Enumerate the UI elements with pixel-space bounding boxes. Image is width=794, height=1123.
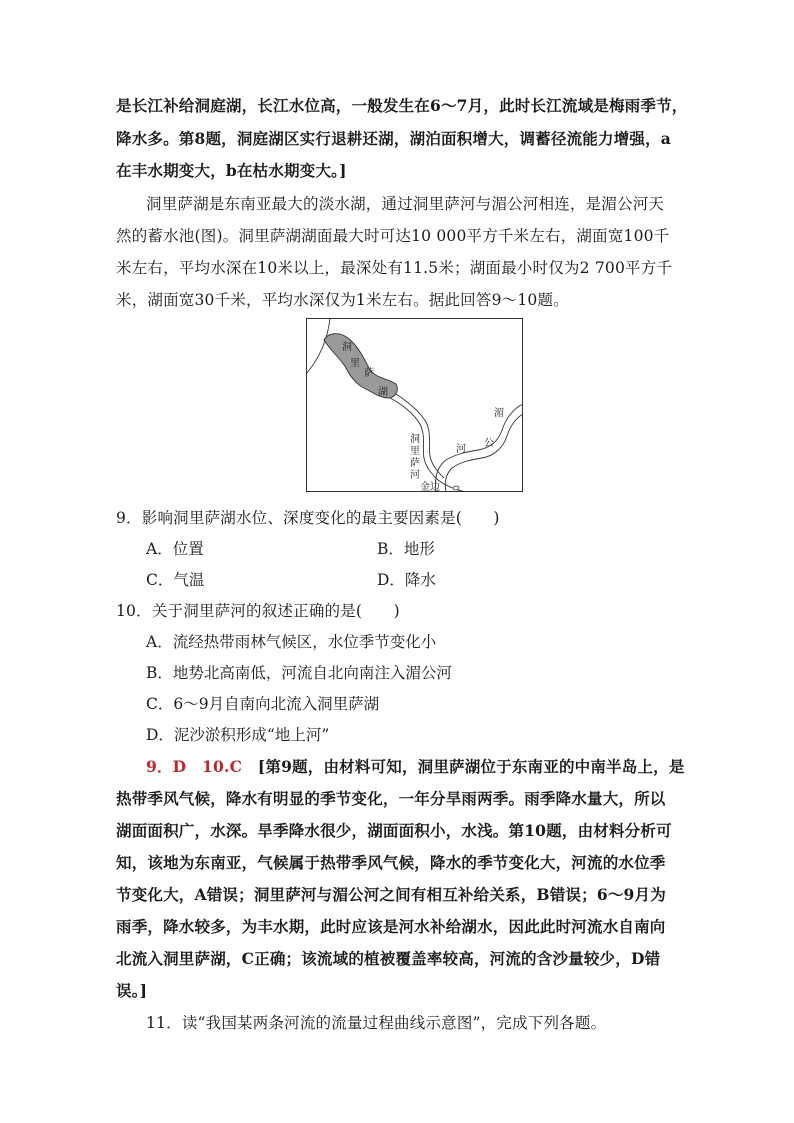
q10-option-c: C．6～9月自南向北流入洞里萨湖 xyxy=(146,695,380,713)
river-label-char: 萨 xyxy=(410,458,420,469)
answer-line: 北流入洞里萨湖，C正确；该流域的植被覆盖率较高，河流的含沙量较少，D错 xyxy=(116,949,661,968)
q9-stem: 9．影响洞里萨湖水位、深度变化的最主要因素是( ) xyxy=(116,509,500,527)
q9-option-d: D．降水 xyxy=(377,571,436,589)
answer-line-1 xyxy=(146,757,685,777)
prev-answer-line: 降水多。第8题，洞庭湖区实行退耕还湖，湖泊面积增大，调蓄径流能力增强，a xyxy=(116,129,672,148)
tonle-sap-map xyxy=(306,318,523,492)
q9-option-b: B．地形 xyxy=(377,540,435,558)
intro-line: 米，湖面宽30千米，平均水深仅为1米左右。据此回答9～10题。 xyxy=(116,291,569,309)
q9-option-a: A．位置 xyxy=(146,540,204,558)
lake-label-char: 里 xyxy=(350,358,360,369)
answer-line: 误。] xyxy=(116,981,148,1000)
answer-text: [第9题，由材料可知，洞里萨湖位于东南亚的中南半岛上，是 xyxy=(242,757,685,776)
river-label-char: 洞 xyxy=(410,434,420,445)
prev-answer-line: 是长江补给洞庭湖，长江水位高，一般发生在6～7月，此时长江流域是梅雨季节， xyxy=(116,96,688,115)
q10-option-a: A．流经热带雨林气候区，水位季节变化小 xyxy=(146,633,437,651)
answer-line: 热带季风气候，降水有明显的季节变化，一年分旱雨两季。雨季降水量大，所以 xyxy=(116,789,666,808)
mekong-label-char: 公 xyxy=(484,438,494,449)
q10-option-d: D．泥沙淤积形成“地上河” xyxy=(146,726,330,744)
q10-option-b: B．地势北高南低，河流自北向南注入湄公河 xyxy=(146,664,452,682)
phnom-penh-dot xyxy=(453,486,459,490)
answer-line: 雨季，降水较多，为丰水期，此时应该是河水补给湖水，因此此时河流水自南向 xyxy=(116,917,666,936)
lake-label-char: 洞 xyxy=(342,342,352,353)
mekong-label-char: 湄 xyxy=(494,408,504,419)
city-label: 金边 xyxy=(420,482,440,492)
lake-label-char: 萨 xyxy=(364,368,374,379)
q10-stem: 10．关于洞里萨河的叙述正确的是( ) xyxy=(116,602,400,620)
intro-line: 洞里萨湖是东南亚最大的淡水湖，通过洞里萨河与湄公河相连，是湄公河天 xyxy=(146,195,665,213)
river-label-char: 里 xyxy=(410,446,420,457)
mekong-label-char: 河 xyxy=(456,444,466,455)
answer-line: 湖面面积广，水深。旱季降水很少，湖面面积小，水浅。第10题，由材料分析可 xyxy=(116,821,672,840)
river-label-char: 河 xyxy=(410,470,420,481)
intro-line: 然的蓄水池(图)。洞里萨湖湖面最大时可达10 000平方千米左右，湖面宽100千 xyxy=(116,227,670,245)
answer-key: 9．D 10.C xyxy=(146,757,243,776)
q11-stem: 11．读“我国某两条河流的流量过程曲线示意图”，完成下列各题。 xyxy=(146,1014,607,1032)
prev-answer-line: 在丰水期变大，b在枯水期变大。] xyxy=(116,161,347,180)
lake-label-char: 湖 xyxy=(378,387,388,398)
answer-line: 节变化大，A错误；洞里萨河与湄公河之间有相互补给关系，B错误；6～9月为 xyxy=(116,885,666,904)
intro-line: 米左右，平均水深在10米以上，最深处有11.5米；湖面最小时仅为2 700平方千 xyxy=(116,259,673,277)
q9-option-c: C．气温 xyxy=(146,571,205,589)
answer-line: 知，该地为东南亚，气候属于热带季风气候，降水的季节变化大，河流的水位季 xyxy=(116,853,666,872)
